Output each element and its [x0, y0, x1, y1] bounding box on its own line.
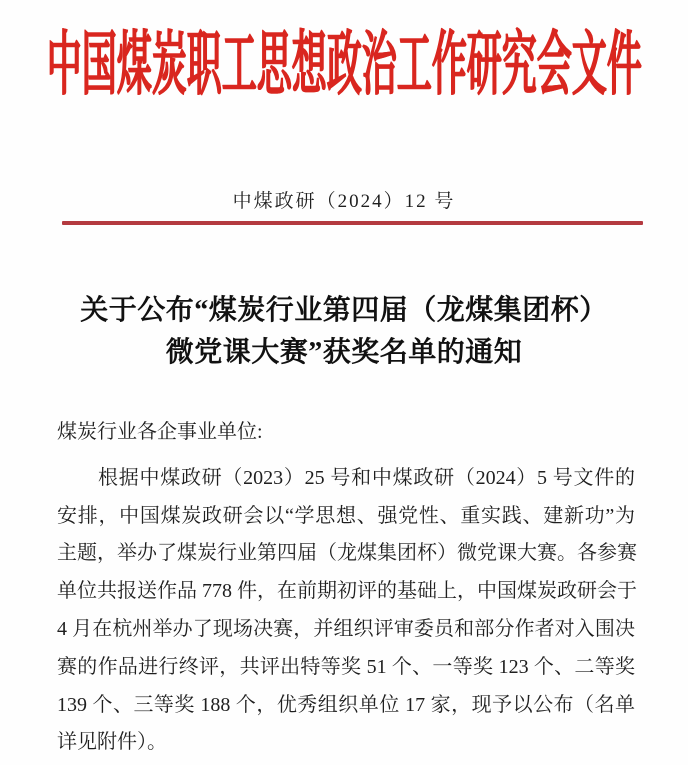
document-number: 中煤政研（2024）12 号: [232, 191, 456, 212]
paragraph-line-2: 安排，中国煤炭政研会以“学思想、强党性、重实践、建新功”为: [57, 504, 635, 527]
notice-body: [57, 414, 635, 762]
paragraph-line-6: 赛的作品进行终评，共评出特等奖 51 个、一等奖 123 个、二等奖: [57, 655, 635, 678]
paragraph-line-1: 根据中煤政研（2023）25 号和中煤政研（2024）5 号文件的: [98, 466, 635, 489]
paragraph-line-5: 4 月在杭州举办了现场决赛，并组织评审委员和部分作者对入围决: [57, 617, 635, 640]
notice-title-line-2: 微党课大赛”获奖名单的通知: [165, 337, 523, 368]
red-divider-line: [62, 221, 643, 225]
paragraph-line-3: 主题，举办了煤炭行业第四届（龙煤集团杯）微党课大赛。各参赛: [57, 542, 637, 565]
notice-title-line-1: 关于公布“煤炭行业第四届（龙煤集团杯）: [80, 295, 608, 326]
letterhead: [0, 22, 688, 132]
salutation: 煤炭行业各企事业单位:: [57, 421, 263, 443]
paragraph-line-8: 详见附件）。: [57, 731, 167, 754]
paragraph-line-4: 单位共报送作品 778 件，在前期初评的基础上，中国煤炭政研会于: [57, 580, 637, 603]
letterhead-title: 中国煤炭职工思想政治工作研究会文件: [46, 26, 642, 104]
paragraph-line-7: 139 个、三等奖 188 个，优秀组织单位 17 家，现予以公布（名单: [57, 693, 635, 716]
paragraph: [57, 460, 635, 762]
notice-title: [30, 290, 658, 374]
